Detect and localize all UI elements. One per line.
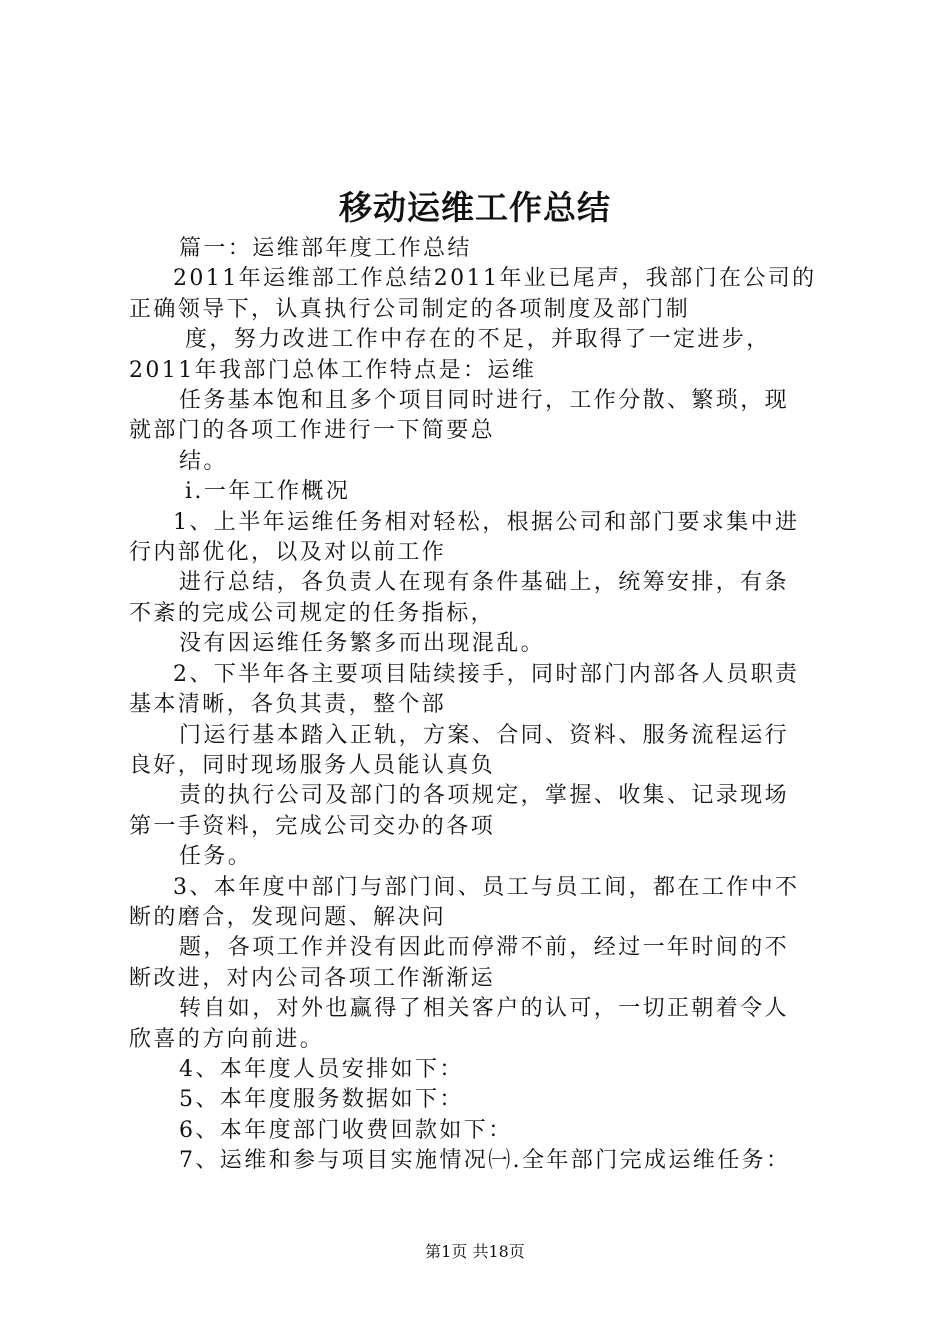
body-line: 第一手资料，完成公司交办的各项	[129, 813, 496, 839]
body-line: 结。	[179, 448, 228, 474]
body-line: 责的执行公司及部门的各项规定，掌握、收集、记录现场	[179, 783, 790, 809]
body-line: 良好，同时现场服务人员能认真负	[129, 752, 496, 778]
document-title: 移动运维工作总结	[339, 188, 611, 227]
body-line: 就部门的各项工作进行一下简要总	[129, 418, 496, 444]
body-line: 度，努力改进工作中存在的不足，并取得了一定进步，	[185, 327, 771, 353]
document-body	[129, 234, 834, 1177]
page-footer: 第1页 共18页	[425, 1242, 525, 1261]
body-line: 1、上半年运维任务相对轻松，根据公司和部门要求集中进	[173, 509, 800, 535]
body-line: 2、下半年各主要项目陆续接手，同时部门内部各人员职责	[173, 661, 800, 687]
body-line: 没有因运维任务繁多而出现混乱。	[179, 631, 546, 657]
body-line: 5、本年度服务数据如下：	[179, 1087, 464, 1113]
body-line: 4、本年度人员安排如下：	[179, 1056, 464, 1082]
body-line: 任务基本饱和且多个项目同时进行，工作分散、繁琐，现	[179, 388, 790, 414]
body-line: 断改进，对内公司各项工作渐渐运	[129, 965, 496, 991]
body-line: 2011年我部门总体工作特点是：运维	[129, 357, 537, 383]
body-line: 3、本年度中部门与部门间、员工与员工间，都在工作中不	[173, 874, 800, 900]
body-line: 任务。	[179, 844, 253, 870]
body-line: 7、运维和参与项目实施情况㈠.全年部门完成运维任务：	[179, 1148, 791, 1174]
body-line: 2011年运维部工作总结2011年业已尾声，我部门在公司的	[173, 266, 817, 292]
body-line: 正确领导下，认真执行公司制定的各项制度及部门制	[129, 296, 691, 322]
body-line: 不紊的完成公司规定的任务指标，	[129, 600, 496, 626]
body-line: 门运行基本踏入正轨，方案、合同、资料、服务流程运行	[179, 722, 790, 748]
body-line: 转自如，对外也赢得了相关客户的认可，一切正朝着令人	[179, 996, 790, 1022]
body-line: 6、本年度部门收费回款如下：	[179, 1117, 513, 1143]
body-line: 断的磨合，发现问题、解决问	[129, 904, 447, 930]
body-line: 行内部优化，以及对以前工作	[129, 540, 447, 566]
body-line: 篇一：运维部年度工作总结	[179, 236, 472, 261]
body-line: ⅰ.一年工作概况	[185, 479, 351, 505]
body-line: 题，各项工作并没有因此而停滞不前，经过一年时间的不	[179, 935, 790, 961]
body-line: 进行总结，各负责人在现有条件基础上，统筹安排，有条	[179, 570, 790, 596]
body-line: 欣喜的方向前进。	[129, 1026, 325, 1052]
body-line: 基本清晰，各负其责，整个部	[129, 692, 447, 718]
